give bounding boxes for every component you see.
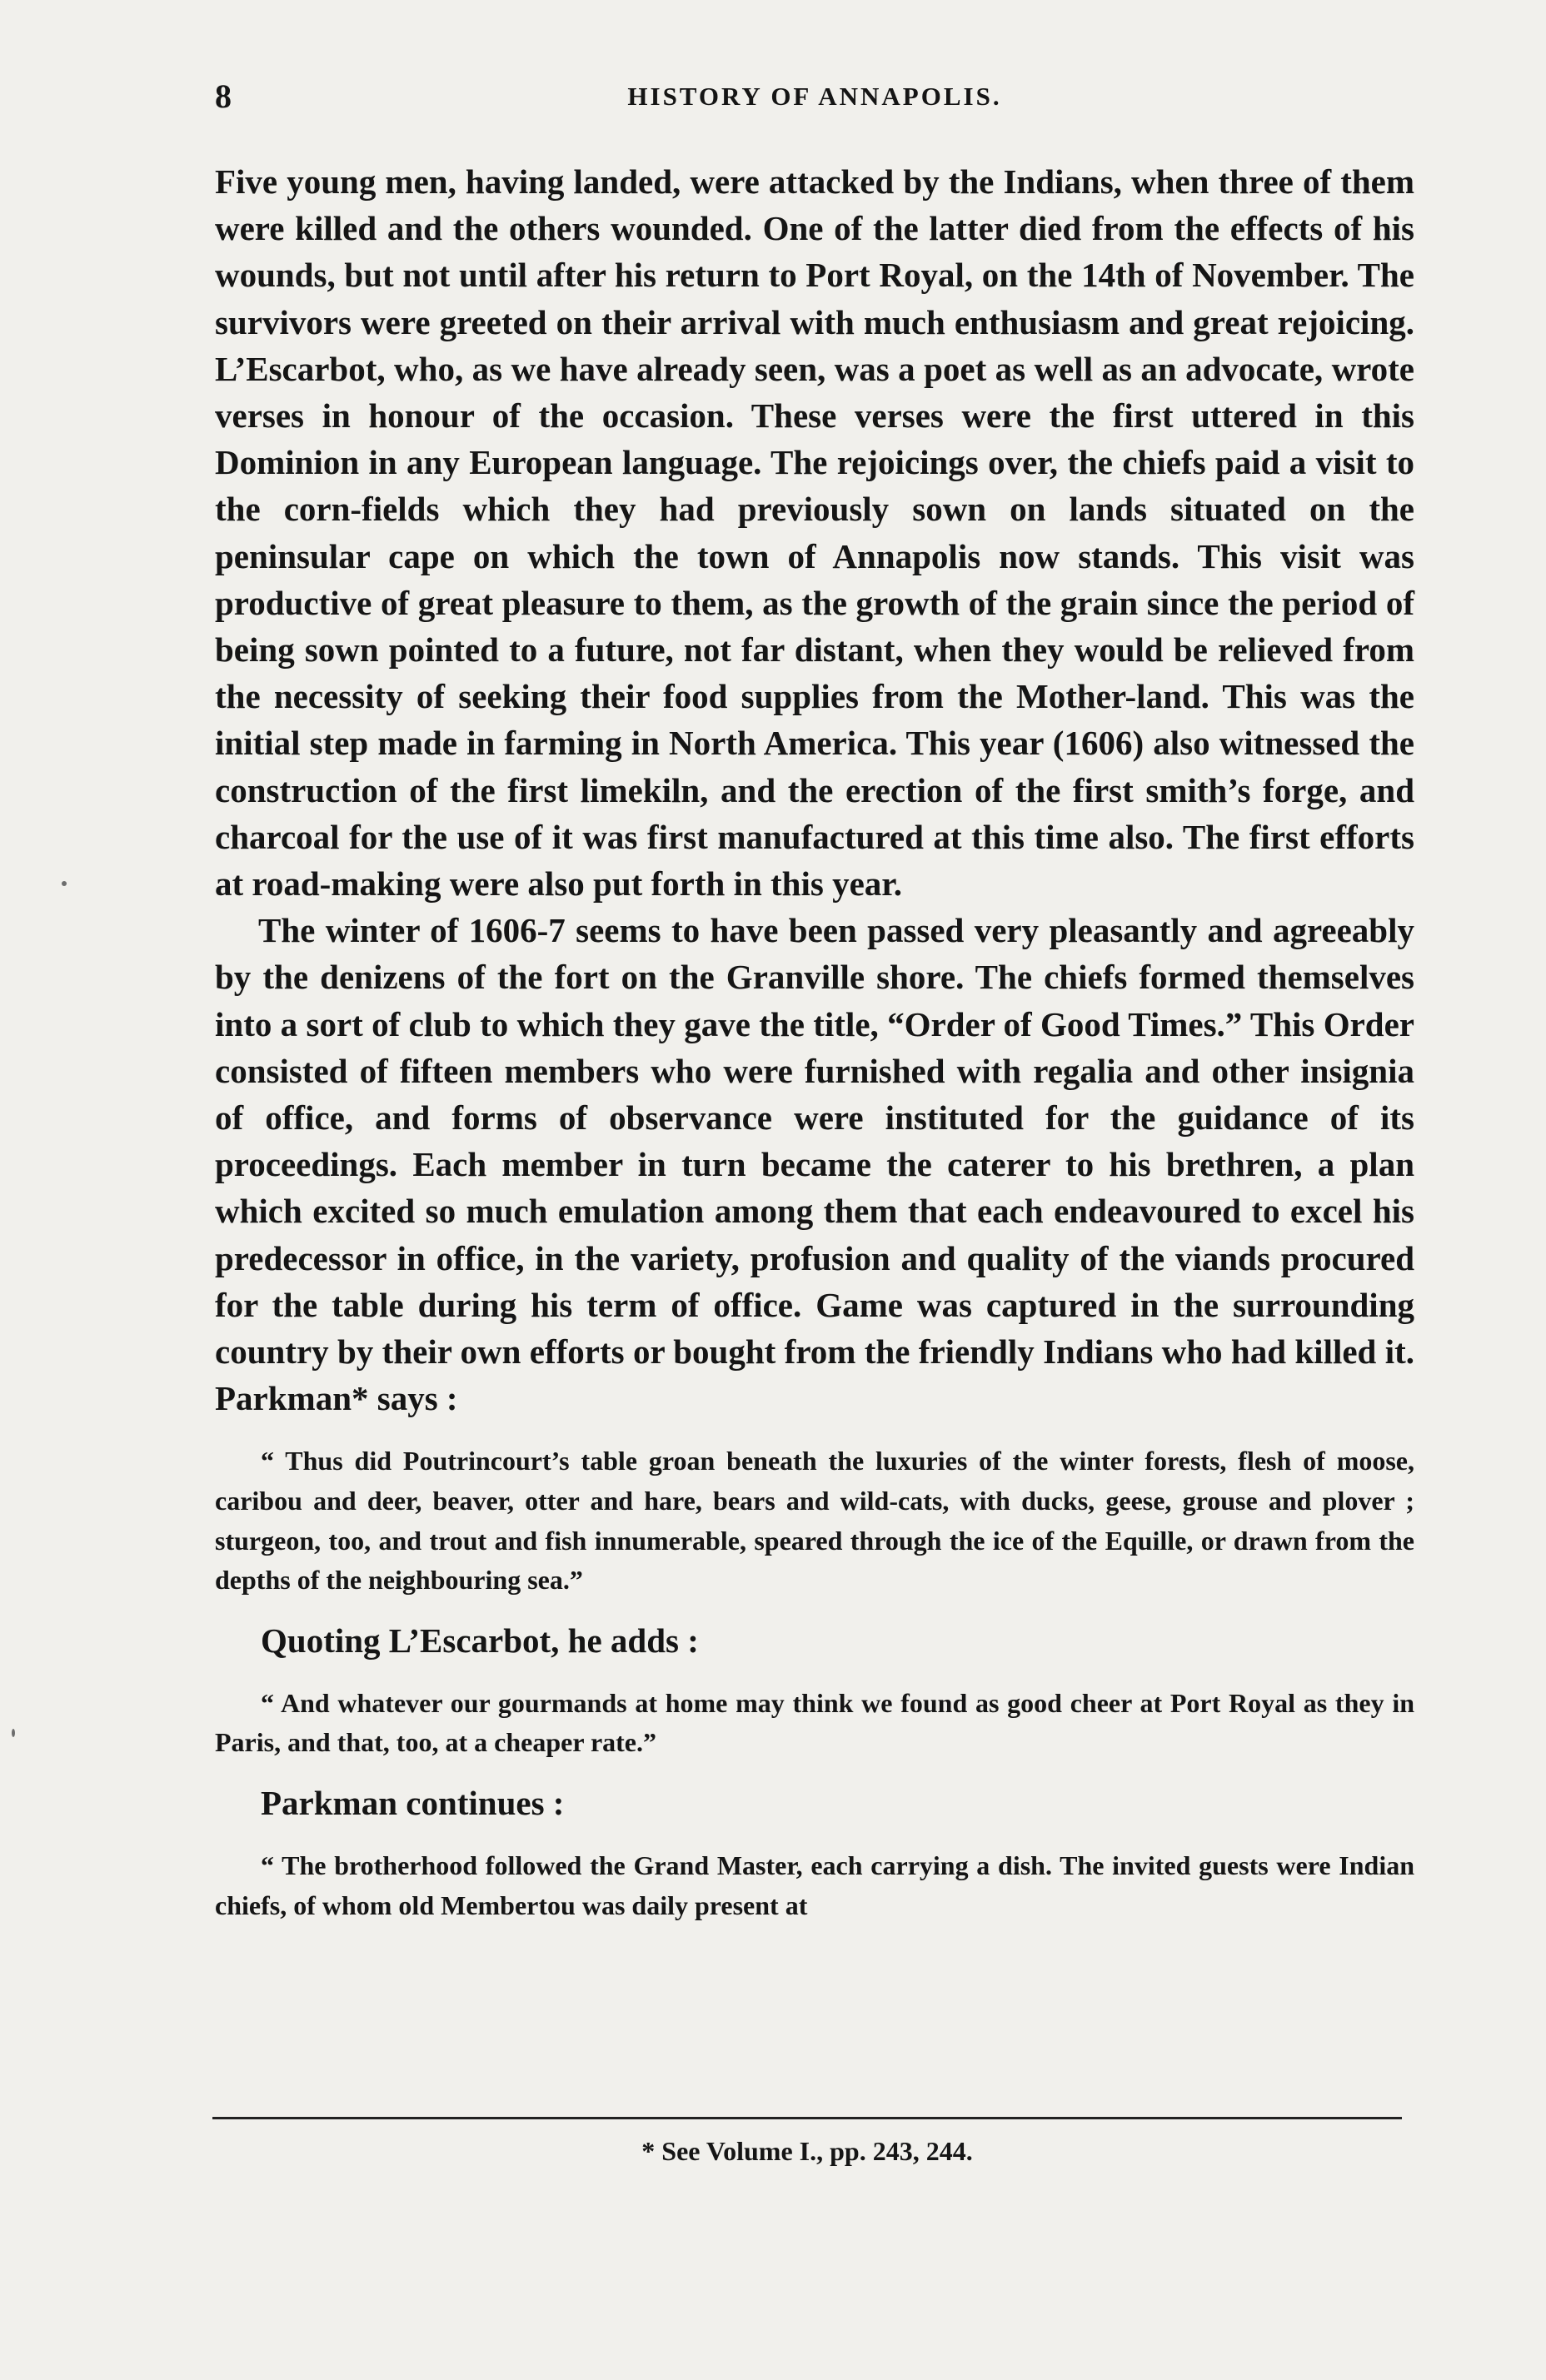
body-text (215, 158, 1414, 1925)
footnote: * See Volume I., pp. 243, 244. (641, 2136, 973, 2166)
paragraph-order-of-good-times: The winter of 1606-7 seems to have been passed very pleasantly and agreeably by the denizens of the fort on the Granville shore. The chiefs formed themselves into a sort of club to which they gave the title, “Order of Good Times.” This Order consisted of fifteen members who were furnished with regalia and other insignia of office, and forms of observance were instituted for the guidance of its proceedings. Each member in turn became the caterer to his brethren, a plan which excited so much emulation among them that each endeavoured to excel his predecessor in office, in the variety, profusion and quality of the viands procured for the table during his term of office. Game was captured in the surrounding country by their own efforts or bought from the friendly Indians who had killed it. Parkman* says : (215, 911, 1414, 1418)
quotation-lescarbot: “ And whatever our gourmands at home may think we found as good cheer at Port Royal as they in Paris, and that, too, at a cheaper rate.” (215, 1687, 1414, 1758)
print-speck (62, 881, 67, 886)
lead-in-quoting-lescarbot: Quoting L’Escarbot, he adds : (261, 1621, 699, 1660)
print-speck (12, 1729, 15, 1737)
quotation-parkman-continued: “ The brotherhood followed the Grand Master, each carrying a dish. The invited guests were Indian chiefs, of whom old Membertou was daily present at (215, 1850, 1414, 1920)
lead-in-parkman-continues: Parkman continues : (261, 1784, 565, 1823)
quotation-parkman: “ Thus did Poutrincourt’s table groan beneath the luxuries of the winter forests, flesh of moose, caribou and deer, beaver, otter and hare, bears and wild-cats, with ducks, geese, grouse and plover ; sturgeon, too, and trout and fish innumerable, speared through the ice of the Equille, or drawn from the depths of the neighbouring sea.” (215, 1446, 1414, 1596)
page-header (215, 77, 1414, 118)
paragraph-first-year: Five young men, having landed, were attacked by the Indians, when three of them were killed and the others wounded. One of the latter died from the effects of his wounds, but not until after his return to Port Royal, on the 14th of November. The survivors were greeted on their arrival with much enthusiasm and great rejoicing. L’Escarbot, who, as we have already seen, was a poet as well as an advocate, wrote verses in honour of the occasion. These verses were the first uttered in this Dominion in any European language. The rejoicings over, the chiefs paid a visit to the corn-fields which they had previously sown on lands situated on the peninsular cape on which the town of Annapolis now stands. This visit was productive of great pleasure to them, as the growth of the grain since the period of being sown pointed to a future, not far distant, when they would be relieved from the necessity of seeking their food supplies from the Mother-land. This was the initial step made in farming in North America. This year (1606) also witnessed the construction of the first limekiln, and the erection of the first smith’s forge, and charcoal for the use of it was first manufactured at this time also. The first efforts at road-making were also put forth in this year. (215, 162, 1414, 904)
running-head-title: HISTORY OF ANNAPOLIS. (627, 82, 1002, 111)
page-number: 8 (215, 77, 232, 115)
footnote-divider (212, 2117, 1402, 2119)
